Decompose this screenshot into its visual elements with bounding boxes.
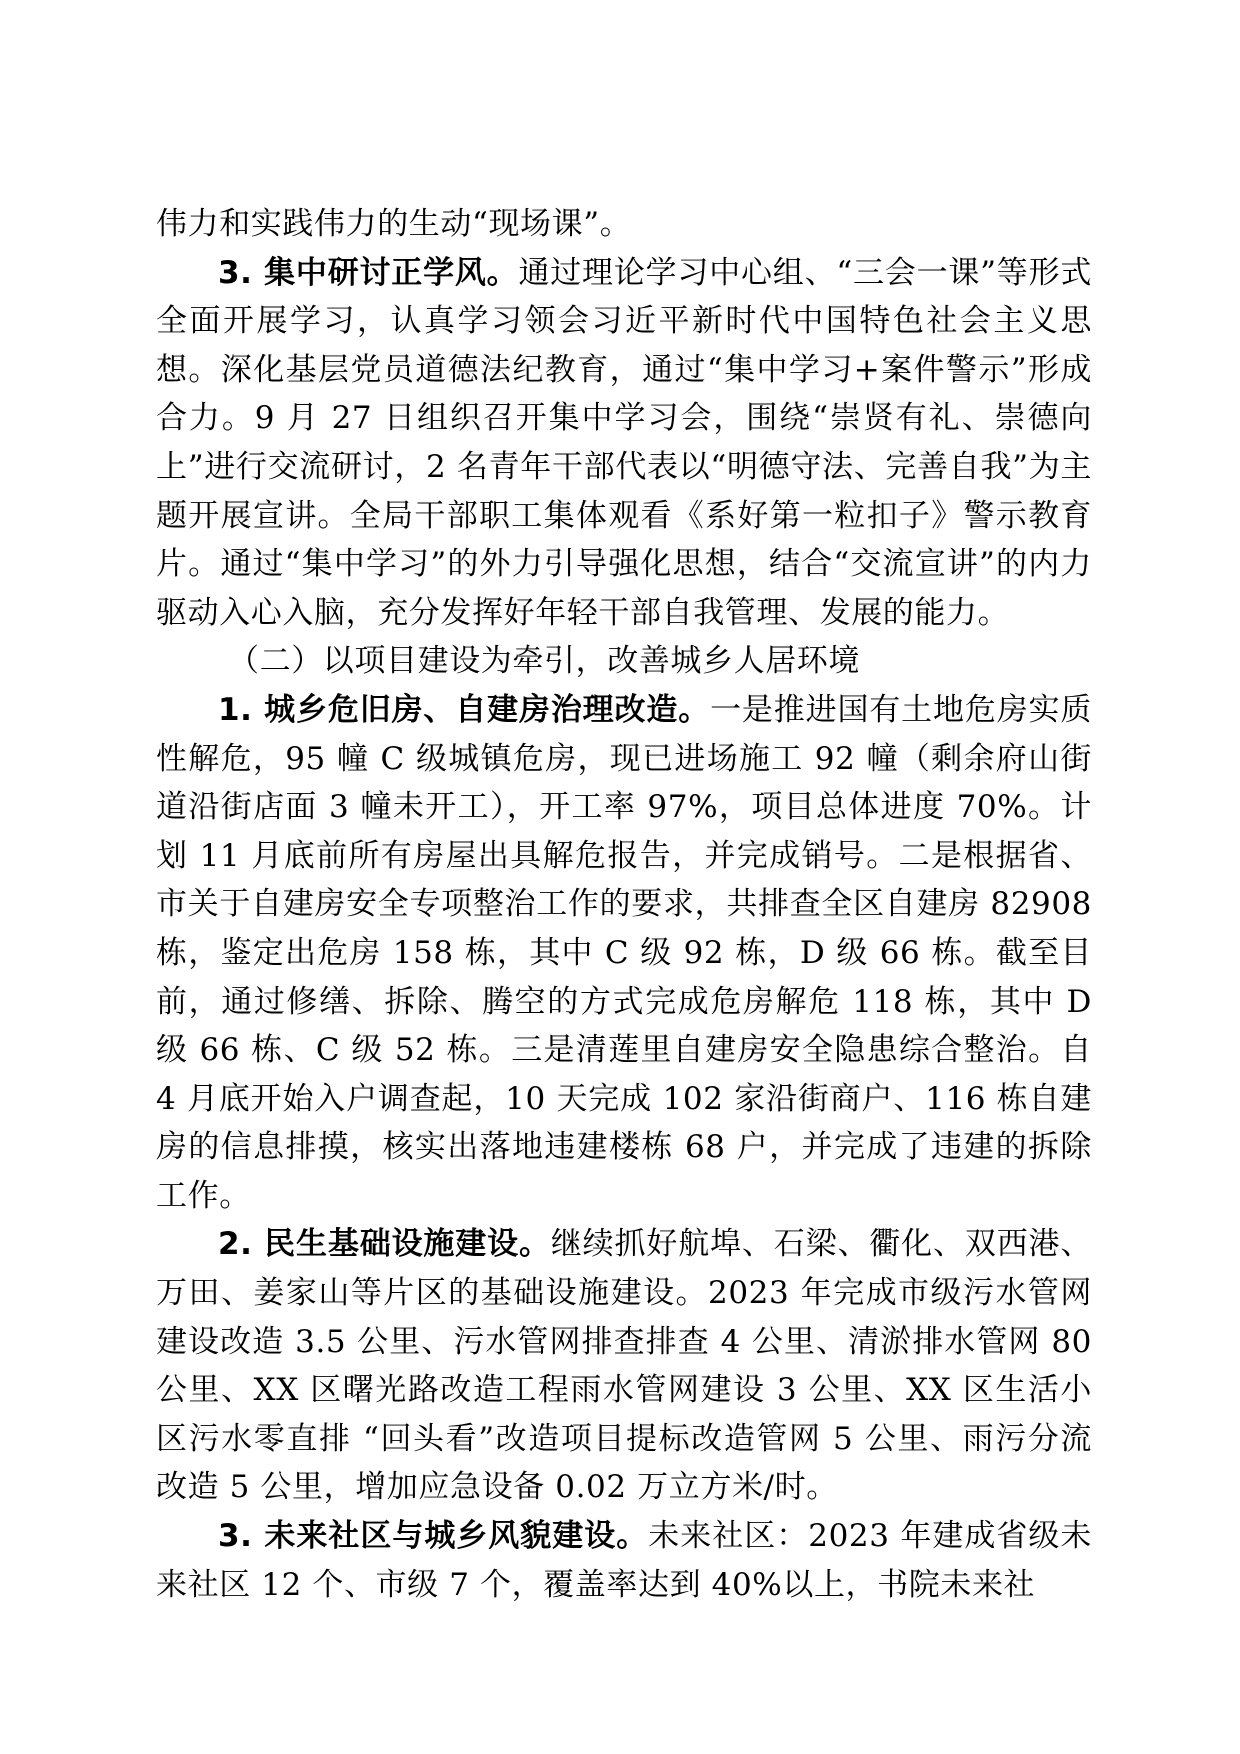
paragraph-continuation (156, 200, 1092, 249)
paragraph-text: 未来社区：2023 年建成省级未来社区 12 个、市级 7 个，覆盖率达到 40%以上，书院未来社 (156, 1518, 1092, 1603)
paragraph-lead: 1. 城乡危旧房、自建房治理改造。 (218, 691, 711, 728)
paragraph-infrastructure (156, 1220, 1092, 1512)
paragraph-text: 继续抓好航埠、石梁、衢化、双西港、万田、姜家山等片区的基础设施建设。2023 年完成市级污水管网建设改造 3.5 公里、污水管网排查排查 4 公里、清淤排水管网 80 公里、XX 区曙光路改造工程雨水管网建设 3 公里、XX 区生活小区污水零直排 “回头看”改造项目提标改造管网 5 公里、雨污分流改造 5 公里，增加应急设备 0.02 万立方米/时。 (156, 1226, 1092, 1506)
paragraph-housing-renovation (156, 686, 1092, 1221)
paragraph-lead: 3. 未来社区与城乡风貌建设。 (218, 1518, 649, 1555)
paragraph-study-style (156, 249, 1092, 638)
paragraph-future-community (156, 1512, 1092, 1609)
paragraph-text: 通过理论学习中心组、“三会一课”等形式全面开展学习，认真学习领会习近平新时代中国特色社会主义思想。深化基层党员道德法纪教育，通过“集中学习+案件警示”形成合力。9 月 27 日组织召开集中学习会，围绕“崇贤有礼、崇德向上”进行交流研讨，2 名青年干部代表以“明德守法、完善自我”为主题开展宣讲。全局干部职工集体观看《系好第一粒扣子》警示教育片。通过“集中学习”的外力引导强化思想，结合“交流宣讲”的内力驱动入心入脑，充分发挥好年轻干部自我管理、发展的能力。 (156, 254, 1092, 631)
document-body (156, 200, 1092, 1609)
paragraph-lead: 2. 民生基础设施建设。 (218, 1226, 551, 1263)
paragraph-text: 伟力和实践伟力的生动“现场课”。 (156, 206, 632, 242)
paragraph-lead: 3. 集中研讨正学风。 (218, 254, 519, 291)
section-heading-two: （二）以项目建设为牵引，改善城乡人居环境 (228, 643, 860, 680)
paragraph-text: 一是推进国有土地危房实质性解危，95 幢 C 级城镇危房，现已进场施工 92 幢（剩余府山街道沿街店面 3 幢未开工），开工率 97%，项目总体进度 70%。计划 11 月底前所有房屋出具解危报告，并完成销号。二是根据省、市关于自建房安全专项整治工作的要求，共排查全区自建房 82908 栋，鉴定出危房 158 栋，其中 C 级 92 栋，D 级 66 栋。截至目前，通过修缮、拆除、腾空的方式完成危房解危 118 栋，其中 D 级 66 栋、C 级 52 栋。三是清莲里自建房安全隐患综合整治。自 4 月底开始入户调查起，10 天完成 102 家沿街商户、116 栋自建房的信息排摸，核实出落地违建楼栋 68 户，并完成了违建的拆除工作。 (156, 691, 1092, 1214)
